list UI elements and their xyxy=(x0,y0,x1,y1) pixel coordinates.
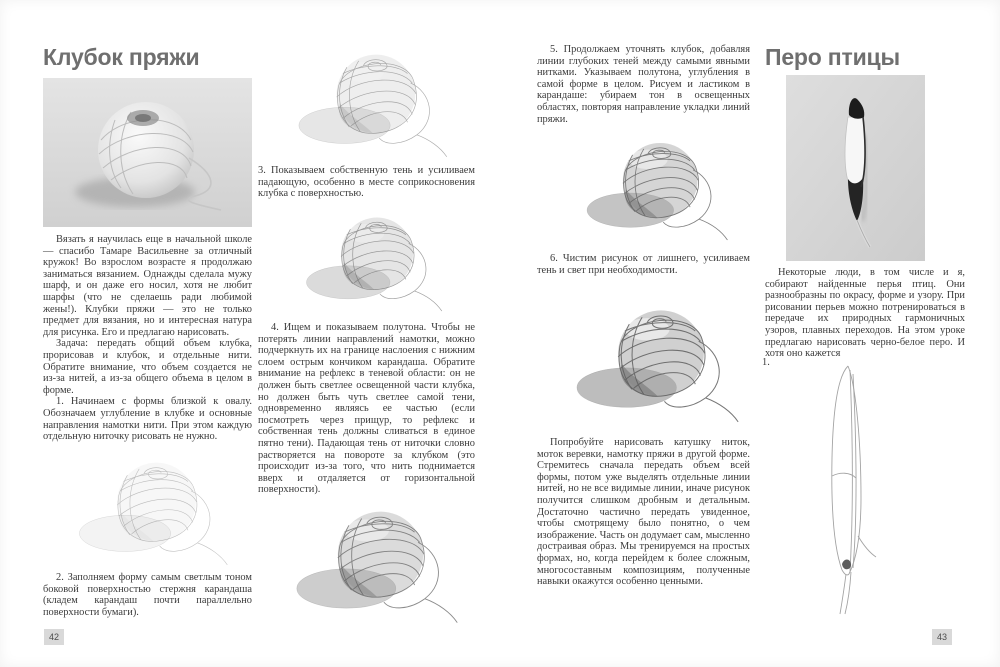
feather-intro-wrap xyxy=(765,267,965,360)
feather-sketch-step1 xyxy=(818,358,882,618)
page-number-42: 42 xyxy=(44,629,64,645)
para-step6-wrap xyxy=(537,253,750,276)
yarn-sketch-step6-final xyxy=(565,296,745,426)
yarn-ball-photo xyxy=(43,78,252,227)
yarn-outro-wrap xyxy=(537,437,750,588)
paragraph: 1. Начинаем с формы близкой к овалу. Обозначаем углубление в клубке и основные направления намотки нити. При этом каждую отдельную ниточку рисовать не нужно. xyxy=(43,396,252,443)
caption-step2-wrap xyxy=(43,572,252,618)
caption-step3-wrap xyxy=(258,165,475,200)
feather-sketch-image xyxy=(818,358,882,618)
page-number-43: 43 xyxy=(932,629,952,645)
page-title-yarn: Клубок пряжи xyxy=(43,44,200,70)
yarn-sketch-step4 xyxy=(282,206,462,314)
paragraph: Вязать я научилась еще в начальной школе — спасибо Тамаре Васильевне за отличный кружок! Во взрослом возрасте я продолжаю заниматься вязанием. Однажды сделала мужу шарф, и он даже его носил, хотя не любит шарфы (что не сделаешь ради любимой жены!). Клубки пряжи — это не только предмет для вязания, но и интересная натура для рисунка. Его и предлагаю нарисовать. xyxy=(43,234,252,338)
yarn-sketch-step3 xyxy=(268,42,473,160)
caption-step2: 2. Заполняем форму самым светлым тоном боковой поверхностью стержня карандаша (кладем карандаш почти параллельно поверхности бумаги). xyxy=(43,572,252,618)
yarn-sketch-step4-result xyxy=(282,498,467,626)
paragraph: Задача: передать общий объем клубка, прорисовав и клубок, и отдельные нити. Обратите внимание, что объем создается не из-за нитей, а из-за общего объема в целом в форме. xyxy=(43,338,252,396)
feather-photo-image xyxy=(786,75,925,261)
para-step5-wrap xyxy=(537,44,750,125)
feather-step1-label: 1. xyxy=(762,357,770,368)
yarn-intro-text xyxy=(43,234,252,443)
para-step5: 5. Продолжаем уточнять клубок, добавляя линии глубоких теней между самыми явными нитками. Указываем полутона, углубления в самой форме в целом. Рисуем и ластиком в карандаше: убираем тон в освещенных областях, повторяя направление укладки линий пряжи. xyxy=(537,44,750,125)
para-step4: 4. Ищем и показываем полутона. Чтобы не потерять линии направлений намотки, можно подчеркнуть их на границе наслоения с нижним слоем острым кончиком карандаша. Обратите внимание на рефлекс в теневой области: он не должен быть светлее освещенной части клубка, но должен быть чуть светлее самой тени, одновременно являясь ее частью (если посмотреть через прищур, то рефлекс и собственная тень должны сливаться в единое пятно тени). Падающая тень от ниточки словно растворяется на повороте за клубком (это происходит из-за того, что нить поднимается вверх и отдаляется от горизонтальной поверхности). xyxy=(258,322,475,496)
caption-step3: 3. Показываем собственную тень и усиливаем падающую, особенно в месте соприкосновения клубка с поверхностью. xyxy=(258,165,475,200)
feather-photo xyxy=(786,75,925,261)
para-step6: 6. Чистим рисунок от лишнего, усиливаем тень и свет при необходимости. xyxy=(537,253,750,276)
yarn-sketch-step5 xyxy=(570,131,740,243)
yarn-ball-photo-image xyxy=(43,78,252,227)
page-title-feather: Перо птицы xyxy=(765,44,900,70)
yarn-sketch-step2 xyxy=(55,450,247,568)
feather-intro: Некоторые люди, в том числе и я, собирают найденные перья птиц. Они разнообразны по окрасу, форме и узору. При рисовании перьев можно потренироваться в передаче их природных гармоничных узоров, плавных переходов. На этом уроке предлагаю нарисовать черно-белое перо. И хотя оно кажется xyxy=(765,267,965,360)
yarn-outro: Попробуйте нарисовать катушку ниток, моток веревки, намотку пряжи в другой форме. Стремитесь сначала передать объем всей формы, потом уже выделять отдельные линии нитей, но не все видимые линии, иначе рисунок получится слишком дробным и детальным. Достаточно частично передать увиденное, чтобы смотрящему было понятно, о чем изображение. Часть он додумает сам, мысленно достраивая образ. Мы тренируемся на простых формах, но, когда перейдем к более сложным, многосоставным композициям, полученные навыки окажутся особенно ценными. xyxy=(537,437,750,588)
para-step4-wrap xyxy=(258,322,475,496)
